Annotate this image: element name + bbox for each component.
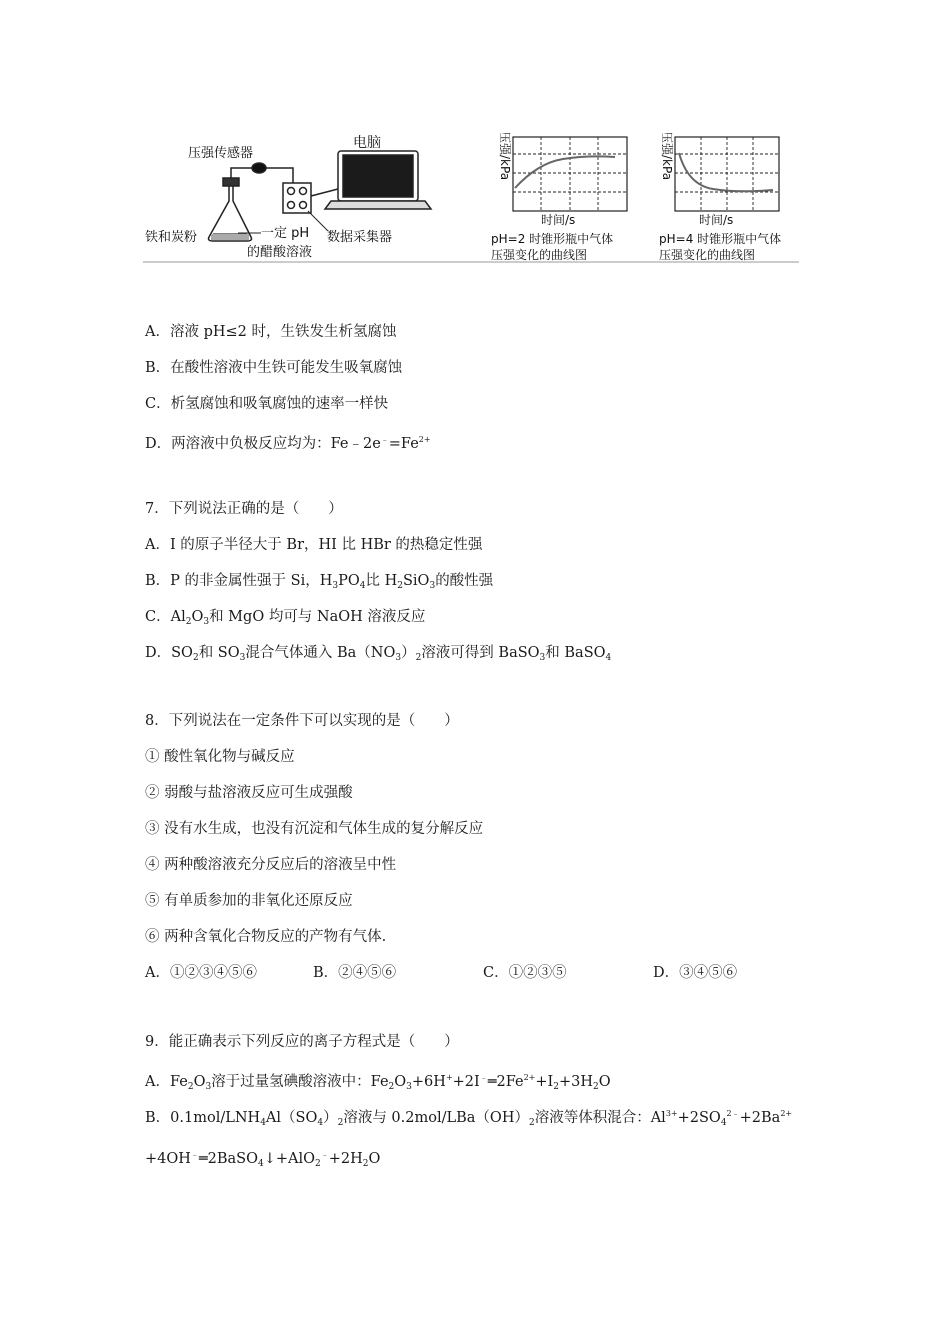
- graph2-ylabel: 压强/kPa: [660, 133, 674, 181]
- q6-option-d: [145, 430, 431, 454]
- q9-option-a: A．$Fe_2O_3$溶于过量氢碘酸溶液中：$Fe_2O_3+6H^++2I^﹣═2Fe^{2+}+I_2+3H_2O$: [145, 1073, 611, 1092]
- solution-label-1: 一定 pH: [261, 226, 310, 241]
- q7-option-a: A．I 的原子半径大于 Br，HI 比 HBr 的热稳定性强: [145, 537, 483, 553]
- q6-d-sup1: ﹣: [380, 435, 389, 444]
- graph1-xlabel: 时间/s: [541, 213, 576, 227]
- collector-label: 数据采集器: [327, 230, 393, 245]
- q8-item-2: ② 弱酸与盐溶液反应可生成强酸: [145, 785, 353, 801]
- q7-option-c: C．$Al_2O_3$和 MgO 均可与 NaOH 溶液反应: [145, 609, 426, 627]
- q8-stem: 8．下列说法在一定条件下可以实现的是（ ）: [145, 713, 459, 729]
- experiment-figure: [143, 133, 799, 264]
- q9-option-b-line1: B．$0.1mol/LNH_4Al(SO_4)_2$溶液与 $0.2mol/LBa(OH)_2$溶液等体积混合：$Al^{3+}+2SO_4^{2﹣}+2Ba^{2+}$: [145, 1109, 793, 1128]
- q6-option-b: B．在酸性溶液中生铁可能发生吸氧腐蚀: [145, 360, 403, 376]
- apparatus: [209, 151, 432, 241]
- sensor-label: 压强传感器: [188, 146, 254, 161]
- q6-d-prefix: D．两溶液中负极反应均为：Fe﹣2e: [145, 436, 381, 452]
- curve-ph4: [679, 153, 773, 191]
- graph2-xlabel: 时间/s: [699, 213, 734, 227]
- q8-option-c: C．①②③⑤: [483, 965, 567, 981]
- q6-option-c: C．析氢腐蚀和吸氧腐蚀的速率一样快: [145, 396, 389, 412]
- curve-ph2: [515, 156, 615, 188]
- iron-label: 铁和炭粉: [145, 230, 198, 245]
- q8-item-1: ① 酸性氧化物与碱反应: [145, 749, 295, 765]
- q7-option-d: D．$SO_2$和 $SO_3$混合气体通入 $Ba(NO_3)_2$溶液可得到 BaSO$_3$和 BaSO$_4$: [145, 645, 612, 663]
- q8-option-d: D．③④⑤⑥: [653, 965, 738, 981]
- graph-ph4: [659, 133, 781, 262]
- q8-item-3: ③ 没有水生成，也没有沉淀和气体生成的复分解反应: [145, 821, 484, 837]
- graph-ph2: [491, 133, 627, 262]
- graph2-caption-1: pH=4 时锥形瓶中气体: [659, 232, 782, 246]
- q9-option-b-line2: $+4OH^﹣═2BaSO_4↓+AlO_2^﹣+2H_2O$: [145, 1150, 381, 1169]
- q8-item-5: ⑤ 有单质参加的非氧化还原反应: [145, 893, 353, 909]
- q8-option-b: B．②④⑤⑥: [313, 965, 397, 981]
- q8-item-4: ④ 两种酸溶液充分反应后的溶液呈中性: [145, 857, 397, 873]
- graph1-caption-1: pH=2 时锥形瓶中气体: [491, 232, 614, 246]
- q7-stem: 7．下列说法正确的是（ ）: [145, 501, 343, 517]
- q6-d-sup2: 2+: [418, 435, 431, 444]
- q9-stem: 9．能正确表示下列反应的离子方程式是（ ）: [145, 1034, 459, 1050]
- q6-d-mid: =Fe: [388, 436, 419, 452]
- graph2-caption-2: 压强变化的曲线图: [659, 248, 756, 262]
- q8-option-a: A．①②③④⑤⑥: [145, 965, 257, 981]
- q7-option-b: B．P 的非金属性强于 Si，$H_3PO_4$比 $H_2SiO_3$的酸性强: [145, 573, 494, 591]
- q8-item-6: ⑥ 两种含氧化合物反应的产物有气体.: [145, 929, 387, 945]
- computer-label: 电脑: [353, 135, 381, 151]
- q6-option-a: A．溶液 pH≤2 时，生铁发生析氢腐蚀: [145, 324, 397, 340]
- graph1-caption-2: 压强变化的曲线图: [491, 248, 588, 262]
- solution-label-2: 的醋酸溶液: [247, 245, 313, 260]
- graph1-ylabel: 压强/kPa: [498, 133, 512, 181]
- figure-svg: [143, 133, 799, 264]
